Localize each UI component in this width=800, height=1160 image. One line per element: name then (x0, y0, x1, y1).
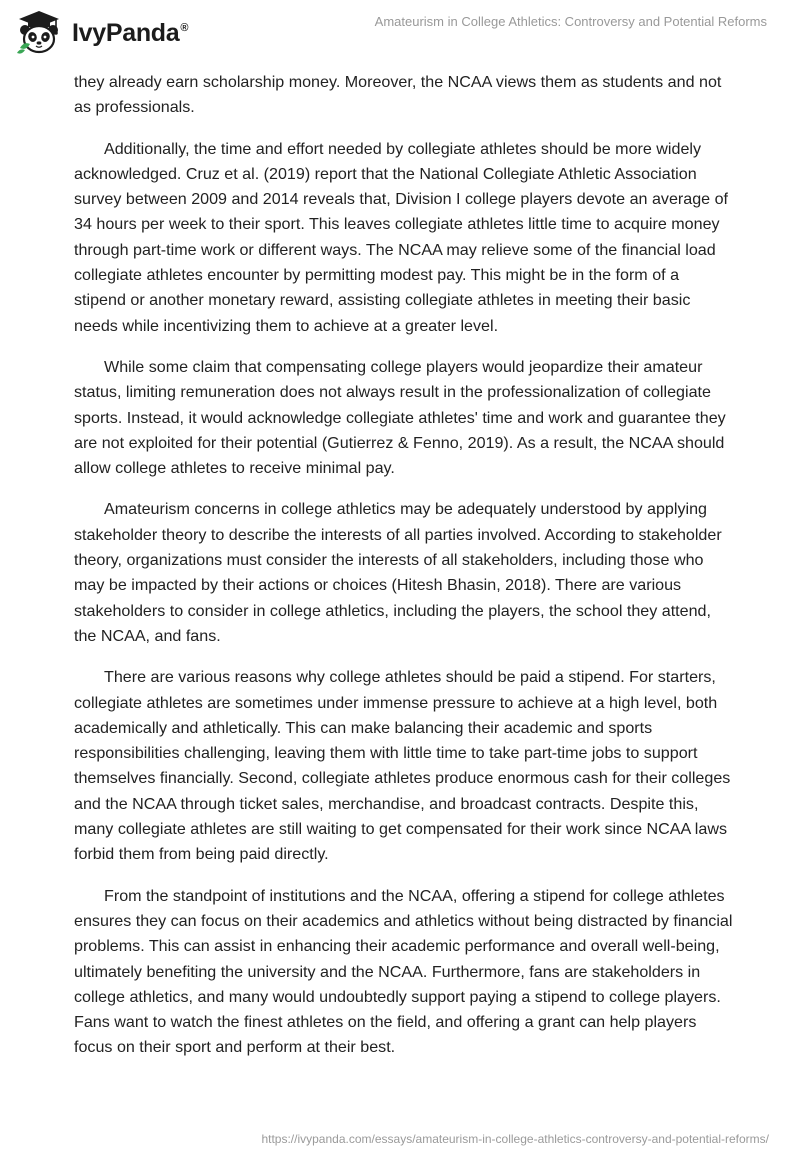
paragraph-4: Amateurism concerns in college athletics may be adequately understood by applying stakeholder theory to describe the interests of all parties involved. According to stakeholder theory, organizations must consider the interests of all stakeholders, including those who may be impacted by their actions or choices (Hitesh Bhasin, 2018). There are various stakeholders to consider in college athletics, including the players, the school they attend, the NCAA, and fans. (74, 500, 722, 645)
source-url-link[interactable]: https://ivypanda.com/essays/amateurism-in-college-athletics-controversy-and-potential-reforms/ (261, 1132, 769, 1146)
page-header (0, 0, 800, 70)
paragraph-3: While some claim that compensating college players would jeopardize their amateur status, limiting remuneration does not always result in the professionalization of collegiate sports. Instead, it would acknowledge collegiate athletes' time and work and guarantee they are not exploited for their potential (Gutierrez & Fenno, 2019). As a result, the NCAA should allow college athletes to receive minimal pay. (74, 357, 726, 478)
panda-graduation-cap-logo-icon (14, 8, 64, 58)
brand-logo[interactable] (14, 8, 188, 58)
paragraph-5: There are various reasons why college athletes should be paid a stipend. For starters, collegiate athletes are sometimes under immense pressure to achieve at a high level, both academically and athletically. This can make balancing their academic and sports responsibilities challenging, leaving them with little time to take part-time jobs to support themselves financially. Second, collegiate athletes produce enormous cash for their colleges and the NCAA through ticket sales, merchandise, and broadcast contracts. Despite this, many collegiate athletes are still waiting to get compensated for their work since NCAA laws forbid them from being paid directly. (74, 668, 731, 864)
paragraph-1: they already earn scholarship money. Moreover, the NCAA views them as students and not as professionals. (74, 73, 722, 117)
paragraph-2: Additionally, the time and effort needed by collegiate athletes should be more widely acknowledged. Cruz et al. (2019) report that the National Collegiate Athletic Association survey between 2009 and 2014 reveals that, Division I college players devote an average of 34 hours per week to their sport. This leaves collegiate athletes little time to acquire money through part-time work or different ways. The NCAA may relieve some of the financial load collegiate athletes encounter by permitting modest pay. This might be in the form of a stipend or another monetary reward, assisting collegiate athletes in meeting their basic needs while incentivizing them to achieve at a greater level. (74, 139, 728, 335)
registered-mark: ® (180, 22, 189, 35)
document-title: Amateurism in College Athletics: Controversy and Potential Reforms (374, 14, 767, 29)
essay-body (74, 70, 734, 1077)
brand-name: IvyPanda® (72, 18, 189, 47)
paragraph-6: From the standpoint of institutions and the NCAA, offering a stipend for college athletes ensures they can focus on their academics and athletics without being distracted by financial problems. This can assist in enhancing their academic performance and overall well-being, ultimately benefiting the university and the NCAA. Furthermore, fans are stakeholders in college athletics, and many would undoubtedly support paying a stipend to college players. Fans want to watch the finest athletes on the field, and offering a grant can help players focus on their sport and perform at their best. (74, 886, 733, 1057)
